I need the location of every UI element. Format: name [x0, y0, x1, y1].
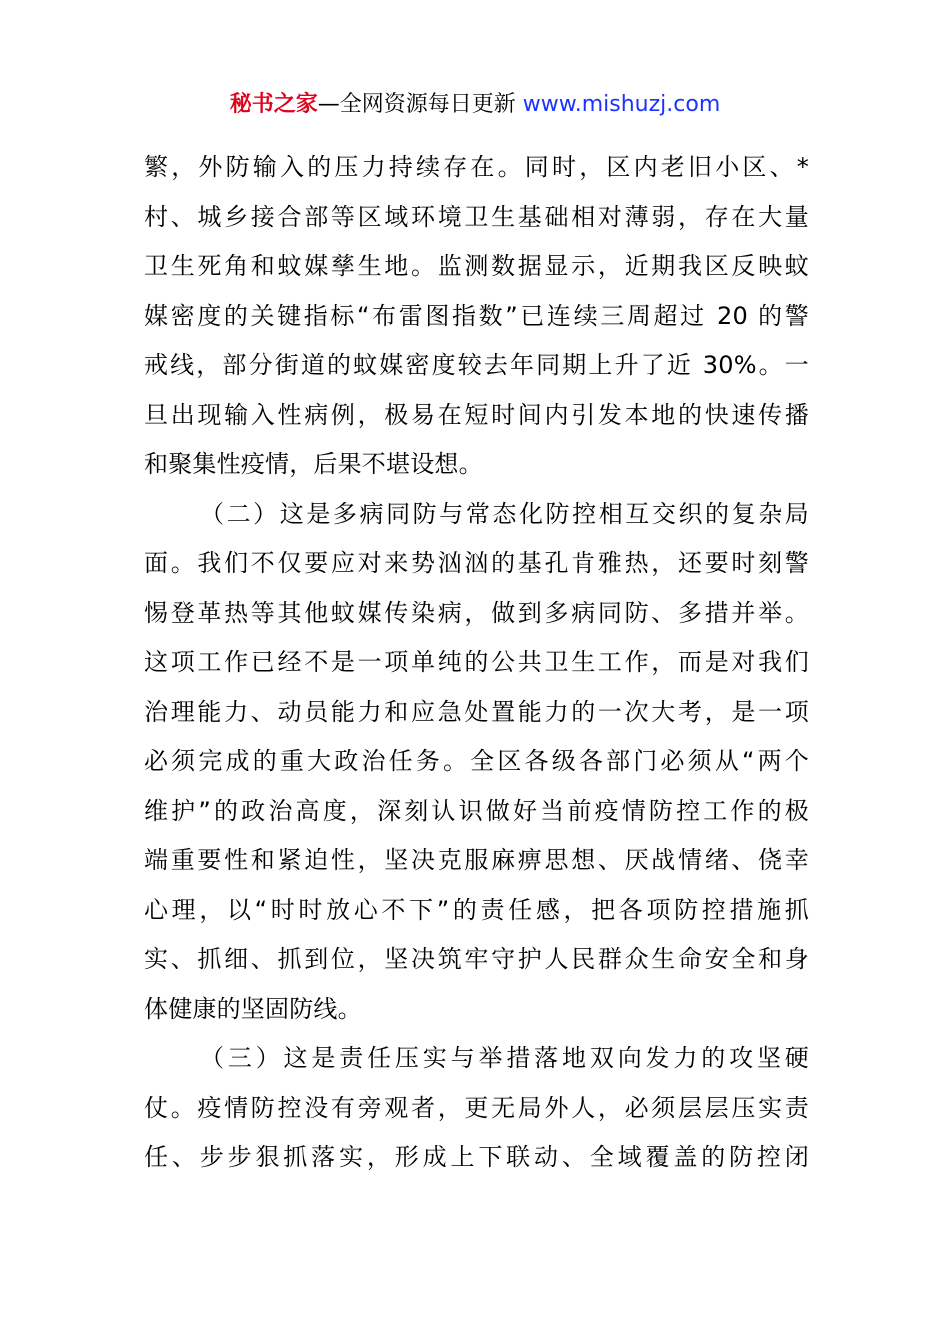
text-line: 卫生死角和蚊媒孳生地。监测数据显示，近期我区反映蚊	[144, 252, 809, 280]
text-line: 端重要性和紧迫性，坚决克服麻痹思想、厌战情绪、侥幸	[144, 846, 809, 874]
text-line: 旦出现输入性病例，极易在短时间内引发本地的快速传播	[144, 400, 809, 429]
text-line: 维护”的政治高度，深刻认识做好当前疫情防控工作的极	[144, 796, 809, 825]
brand-name: 秘书之家	[229, 92, 318, 117]
text-line: 村、城乡接合部等区域环境卫生基础相对薄弱，存在大量	[144, 202, 809, 231]
text-line: 繁，外防输入的压力持续存在。同时，区内老旧小区、*	[144, 153, 809, 181]
text-line: 任、步步狠抓落实，形成上下联动、全域覆盖的防控闭	[144, 1143, 809, 1171]
text-line: 治理能力、动员能力和应急处置能力的一次大考，是一项	[144, 697, 809, 726]
text-line: 必须完成的重大政治任务。全区各级各部门必须从“两个	[144, 747, 809, 775]
text-line: 体健康的坚固防线。	[144, 994, 362, 1023]
text-line: 戒线，部分街道的蚊媒密度较去年同期上升了近 30%。一	[144, 351, 809, 379]
site-url-link[interactable]: www.mishuzj.com	[522, 92, 721, 117]
text-line: 惕登革热等其他蚊媒传染病，做到多病同防、多措并举。	[144, 598, 809, 627]
text-line: 媒密度的关键指标“布雷图指数”已连续三周超过 20 的警	[144, 301, 809, 330]
text-line: 仗。疫情防控没有旁观者，更无局外人，必须层层压实责	[144, 1093, 809, 1122]
header-tagline: —全网资源每日更新	[317, 92, 523, 117]
section-heading-line: （三）这是责任压实与举措落地双向发力的攻坚硬	[200, 1044, 809, 1072]
section-heading-line: （二）这是多病同防与常态化防控相互交织的复杂局	[200, 499, 809, 528]
text-line: 心理，以“时时放心不下”的责任感，把各项防控措施抓	[144, 895, 809, 924]
watermark-header	[0, 88, 950, 122]
text-line: 这项工作已经不是一项单纯的公共卫生工作，而是对我们	[144, 648, 809, 676]
text-line: 和聚集性疫情，后果不堪设想。	[144, 450, 483, 478]
text-line: 面。我们不仅要应对来势汹汹的基孔肯雅热，还要时刻警	[144, 549, 809, 577]
document-body	[144, 143, 809, 1183]
text-line: 实、抓细、抓到位，坚决筑牢守护人民群众生命安全和身	[144, 945, 809, 973]
